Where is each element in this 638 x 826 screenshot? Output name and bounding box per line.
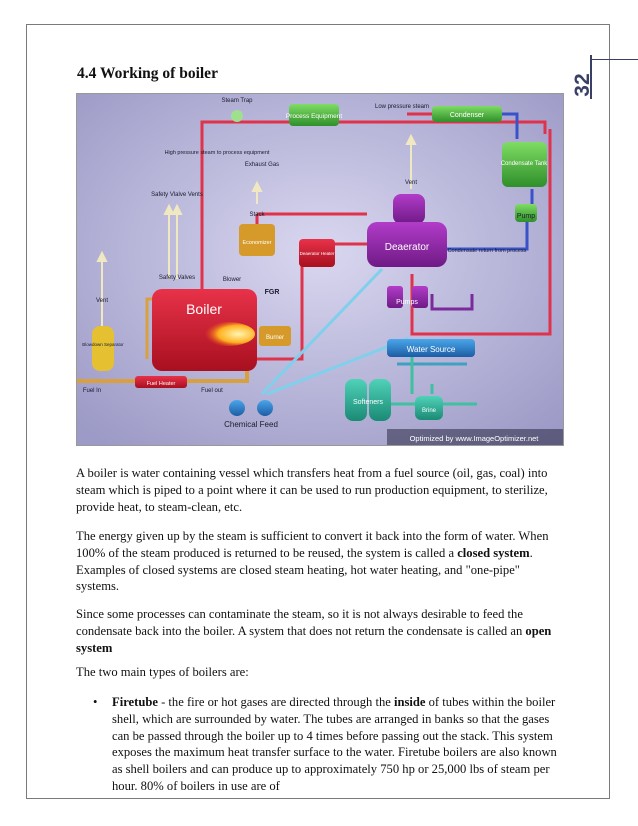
steam-trap-icon [231, 110, 243, 122]
diagram-background [77, 94, 564, 446]
section-heading: 4.4 Working of boiler [77, 65, 218, 82]
label-softeners: Softeners [353, 399, 383, 406]
term-open-system: open system [76, 623, 552, 655]
label-exhaust-gas: Exhaust Gas [244, 162, 280, 168]
boiler-diagram [76, 93, 564, 446]
paragraph-closed-system: The energy given up by the steam is sufficient to convert it back into the form of water. When 100% of the steam produced is returned to be reused, the system is called a closed system. Examples of closed systems are closed steam heating, hot water heating, and "one-pipe" systems. [76, 529, 549, 594]
paragraph-open-system: Since some processes can contaminate the steam, so it is not always desirable to feed the condensate back into the boiler. A system that does not return the condensate is called an open system [76, 607, 552, 655]
label-condensate-tank: Condensate Tank [500, 161, 548, 167]
label-pump: Pump [516, 213, 536, 220]
label-blowdown-separator: Blowdown Separator [82, 342, 124, 347]
page-number: 32 [571, 73, 594, 97]
term-inside: inside [393, 695, 426, 709]
label-water-source: Water Source [406, 345, 456, 354]
label-low-pressure-steam: Low pressure steam [374, 104, 430, 110]
label-vent-left: Vent [95, 298, 109, 304]
label-condenser: Condenser [449, 112, 485, 119]
label-burner: Burner [265, 335, 285, 341]
label-fgr: FGR [264, 289, 280, 296]
label-fuel-out: Fuel out [201, 388, 223, 394]
label-deaerator: Deaerator [384, 242, 430, 253]
bullet-firetube: Firetube - the fire or hot gases are directed through the inside of tubes within the boiler shell, which are surrounded by water. The tubes are arranged in banks so that the gases can be passed through the boiler up to 4 times before passing out the stack. This system exposes the maximum heat transfer surface to the water. Firetube boilers are also known as shell boilers and can produce up to approximately 750 hp or 25,000 lbs of steam per hour. 80% of boilers in use are of [112, 695, 557, 793]
blowdown-separator [92, 326, 114, 371]
label-safety-valve-vents: Safety Vlalve Vents [151, 192, 203, 198]
paragraph-types-intro: The two main types of boilers are: [76, 665, 249, 679]
flame-icon [199, 322, 255, 346]
label-boiler: Boiler [186, 301, 222, 317]
label-blower: Blower [222, 277, 242, 283]
label-chemical-feed-1: Chemical Feed [224, 420, 278, 429]
paragraph-boiler-definition: A boiler is water containing vessel which transfers heat from a fuel source (oil, gas, coal) into steam which is piped to a point where it can be used to run production equipment, to sterilize, provide heat, to steam-clean, etc. [76, 466, 548, 514]
label-process-equipment: Process Equipment [285, 113, 343, 120]
chemical-feed-tank-2 [257, 400, 273, 416]
label-steam-trap: Steam Trap [221, 98, 253, 104]
term-firetube: Firetube [112, 695, 158, 709]
label-fuel-heater: Fuel Heater [146, 381, 176, 387]
term-closed-system: closed system [457, 545, 530, 560]
label-watermark: Optimized by www.ImageOptimizer.net [409, 434, 539, 443]
header-rule [592, 59, 638, 60]
label-fuel-in: Fuel In [82, 388, 102, 394]
label-vent-top: Vent [404, 180, 418, 186]
label-brine: Brine [421, 408, 437, 414]
label-safety-valves: Safety Valves [158, 275, 196, 281]
label-deaerator-heater: Deaerator Heater [299, 251, 335, 256]
label-condensate-return: Condensate return from process [447, 248, 527, 254]
chemical-feed-tank-1 [229, 400, 245, 416]
bullet-marker: • [93, 695, 98, 709]
label-high-pressure-steam: High pressure steam to process equipment [164, 150, 270, 156]
deaerator-dome [393, 194, 425, 224]
label-pumps: Pumps [396, 299, 418, 306]
label-economizer: Economizer [242, 240, 272, 246]
label-stack: Stack [249, 212, 265, 218]
